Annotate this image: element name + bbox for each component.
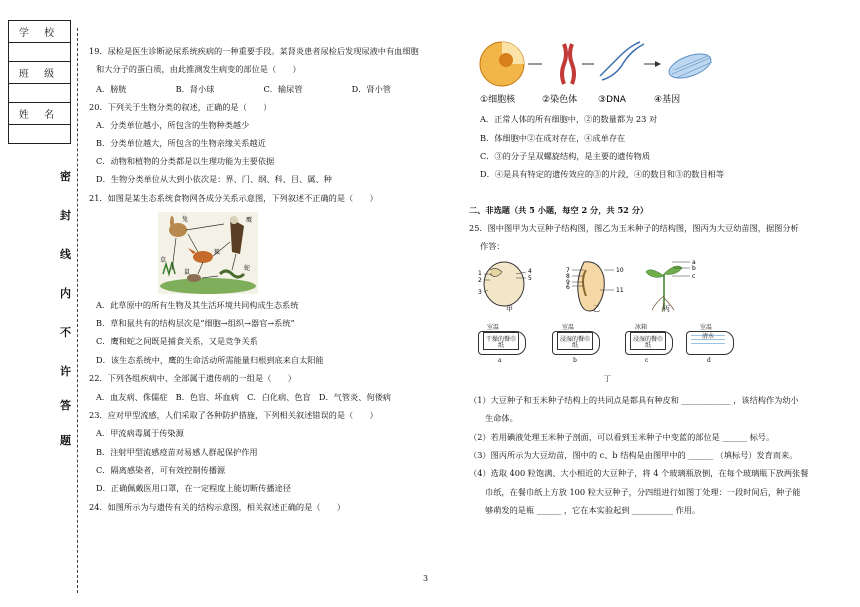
- food-web-label: 蛇: [244, 265, 251, 272]
- seal-char: 密: [60, 170, 71, 183]
- bottle-label: b: [573, 357, 577, 364]
- seal-char: 线: [60, 248, 71, 261]
- q20-option-b: B．分类单位越大，所包含的生物亲缘关系越近: [96, 138, 266, 148]
- genetics-label: ③DNA: [598, 95, 626, 105]
- food-web-label: 鼠: [184, 269, 191, 276]
- class-field: 班 级: [9, 62, 70, 84]
- q25-stem-2: 作答：: [480, 241, 505, 251]
- q24-option-a: A．正常人体的所有细胞中，②的数量都为 23 对: [480, 114, 658, 124]
- seedling-part-label: b: [692, 265, 696, 272]
- bottle-b: [552, 331, 600, 355]
- q20-option-d: D．生物分类单位从大到小依次是：界、门、纲、科、目、属、种: [96, 174, 332, 184]
- seal-char: 内: [60, 287, 71, 300]
- bottle-label: d: [707, 357, 711, 364]
- figure-caption-bing: 丙: [663, 305, 670, 313]
- q25-part-1: （1）大豆种子和玉米种子结构上的共同点是都具有种皮和 ____________ ，该结构作为幼小: [469, 395, 799, 405]
- q20-option-a: A．分类单位越小，所包含的生物种类越少: [96, 120, 250, 130]
- bottle-label: c: [645, 357, 649, 364]
- seal-char: 许: [60, 365, 71, 378]
- section-heading: 二、非选题（共 5 小题，每空 2 分，共 52 分）: [469, 205, 649, 215]
- q23-option-c: C．隔离感染者，可有效控制传播源: [96, 465, 226, 475]
- figure-caption-ding: 丁: [604, 375, 611, 383]
- q24-option-d: D．④是具有特定的遗传效应的③的片段，④的数目和③的数目相等: [480, 169, 725, 179]
- seal-line: [77, 28, 78, 593]
- q25-part-2: （2）若用碘液处理玉米种子剖面，可以看到玉米种子中变蓝的部位是 ______ 标号。: [469, 432, 775, 442]
- q23-option-d: D．正确佩戴医用口罩，在一定程度上能切断传播途径: [96, 483, 291, 493]
- q21-option-c: C．鹰和蛇之间既是捕食关系，又是竞争关系: [96, 336, 258, 346]
- bottle-c: [625, 331, 673, 355]
- bottle-condition: 冰箱: [635, 324, 648, 331]
- food-web-label: 鹰: [246, 217, 253, 224]
- seedling-part-label: c: [692, 273, 696, 280]
- genetics-label: ①细胞核: [480, 95, 516, 105]
- q25-part-4-cont: 巾纸，在餐巾纸上方放 100 粒大豆种子，分四组进行如图丁处理：一段时间后，种子能: [485, 487, 801, 497]
- q23-option-a: A．甲流病毒属于传染源: [96, 428, 184, 438]
- q21-option-b: B．草和鼠共有的结构层次是“细胞→组织→器官→系统”: [96, 318, 295, 328]
- seed-part-number: 10: [616, 267, 624, 274]
- q20-option-c: C．动物和植物的分类都是以生理功能为主要依据: [96, 156, 275, 166]
- q23-option-b: B．注射甲型流感疫苗对易感人群起保护作用: [96, 447, 258, 457]
- q19-stem: 19．尿检是医生诊断泌尿系统疾病的一种重要手段。某肾炎患者尿检后发现尿液中有血细胞: [89, 46, 419, 56]
- student-info-table: [8, 20, 71, 144]
- food-web-label: 草: [160, 257, 167, 264]
- bottle-b-content: 浸湿的餐巾纸: [557, 332, 593, 350]
- seed-part-number: 5: [528, 275, 532, 282]
- food-web-label: 兔: [182, 216, 189, 223]
- school-blank: [9, 43, 70, 62]
- seed-part-number: 4: [528, 268, 532, 275]
- q24-stem: 24．如图所示为与遗传有关的结构示意图，相关叙述正确的是（ ）: [89, 502, 346, 512]
- seal-char: 封: [60, 209, 71, 222]
- q20-stem: 20．下列关于生物分类的叙述，正确的是（ ）: [89, 102, 272, 112]
- seal-char: 不: [60, 326, 71, 339]
- genetics-figure: [478, 40, 740, 106]
- bottle-d-content: 清水: [691, 332, 725, 346]
- seal-char: 题: [60, 434, 71, 447]
- seed-part-number: 1: [478, 270, 482, 277]
- bottle-d: [686, 331, 734, 355]
- q25-part-4: （4）选取 400 粒饱满、大小相近的大豆种子，将 4 个玻璃瓶放倒，在每个玻璃瓶下放两张餐: [469, 468, 809, 478]
- seed-part-number: 6: [566, 284, 570, 291]
- genetics-label: ④基因: [654, 95, 681, 105]
- figure-caption-yi: 乙: [593, 305, 600, 313]
- bottle-c-content: 浸湿的餐巾纸: [630, 332, 666, 350]
- q24-option-c: C．③的分子呈双螺旋结构，是主要的遗传物质: [480, 151, 651, 161]
- food-web-figure: [158, 212, 258, 294]
- seedling-part-label: a: [692, 259, 696, 266]
- q21-option-d: D．该生态系统中，鹰的生命活动所需能量归根到底来自太阳能: [96, 355, 324, 365]
- name-field: 姓 名: [9, 103, 70, 125]
- q25-part-4-cont2: 够萌发的是瓶 ______ ，它在本实验起到 __________ 作用。: [485, 505, 701, 515]
- q25-stem: 25．图中图甲为大豆种子结构图，图乙为玉米种子的结构图，图丙为大豆幼苗图，据图分析: [469, 223, 799, 233]
- genetics-label: ②染色体: [542, 95, 578, 105]
- seed-part-number: 2: [478, 277, 482, 284]
- bottle-condition: 室温: [487, 324, 500, 331]
- seed-part-number: 8: [566, 273, 570, 280]
- q22-stem: 22．下列各组疾病中、全部属于遗传病的一组是（ ）: [89, 373, 296, 383]
- seal-char: 答: [60, 399, 71, 412]
- name-blank: [9, 125, 70, 143]
- food-web-label: 狐: [214, 249, 221, 256]
- bottle-condition: 室温: [700, 324, 713, 331]
- q24-option-b: B．体细胞中②在成对存在，④成单存在: [480, 133, 626, 143]
- bottle-a-content: 干燥的餐巾纸: [483, 332, 519, 350]
- q21-stem: 21．如图是某生态系统食物网各成分关系示意图，下列叙述不正确的是（ ）: [89, 193, 378, 203]
- class-blank: [9, 84, 70, 103]
- seed-part-number: 9: [566, 279, 570, 286]
- q25-part-3: （3）图丙所示为大豆幼苗，图中的 c、b 结构是由图甲中的 ______ （填标号）发育而来。: [469, 450, 798, 460]
- seed-part-number: 7: [566, 267, 570, 274]
- seed-part-number: 11: [616, 287, 624, 294]
- q25-part-1-cont: 生命体。: [485, 413, 518, 423]
- seed-part-number: 3: [478, 289, 482, 296]
- bottle-a: [478, 331, 526, 355]
- bottle-condition: 室温: [562, 324, 575, 331]
- q19-options: A．膀胱 B．肾小球 C．输尿管 D．肾小管: [96, 84, 391, 94]
- q22-options: A．血友病、侏儒症 B．色盲、坏血病 C．白化病、色盲 D．气管炎、佝偻病: [96, 392, 391, 402]
- q23-stem: 23．应对甲型流感，人们采取了各种防护措施，下列相关叙述错误的是（ ）: [89, 410, 378, 420]
- school-field: 学 校: [9, 21, 70, 43]
- q21-option-a: A．此草原中的所有生物及其生活环境共同构成生态系统: [96, 300, 299, 310]
- q19-stem-2: 和大分子的蛋白质，由此推测发生病变的部位是（ ）: [96, 64, 301, 74]
- figure-caption-jia: 甲: [506, 305, 513, 313]
- bottle-label: a: [498, 357, 502, 364]
- page-number: 3: [423, 574, 429, 583]
